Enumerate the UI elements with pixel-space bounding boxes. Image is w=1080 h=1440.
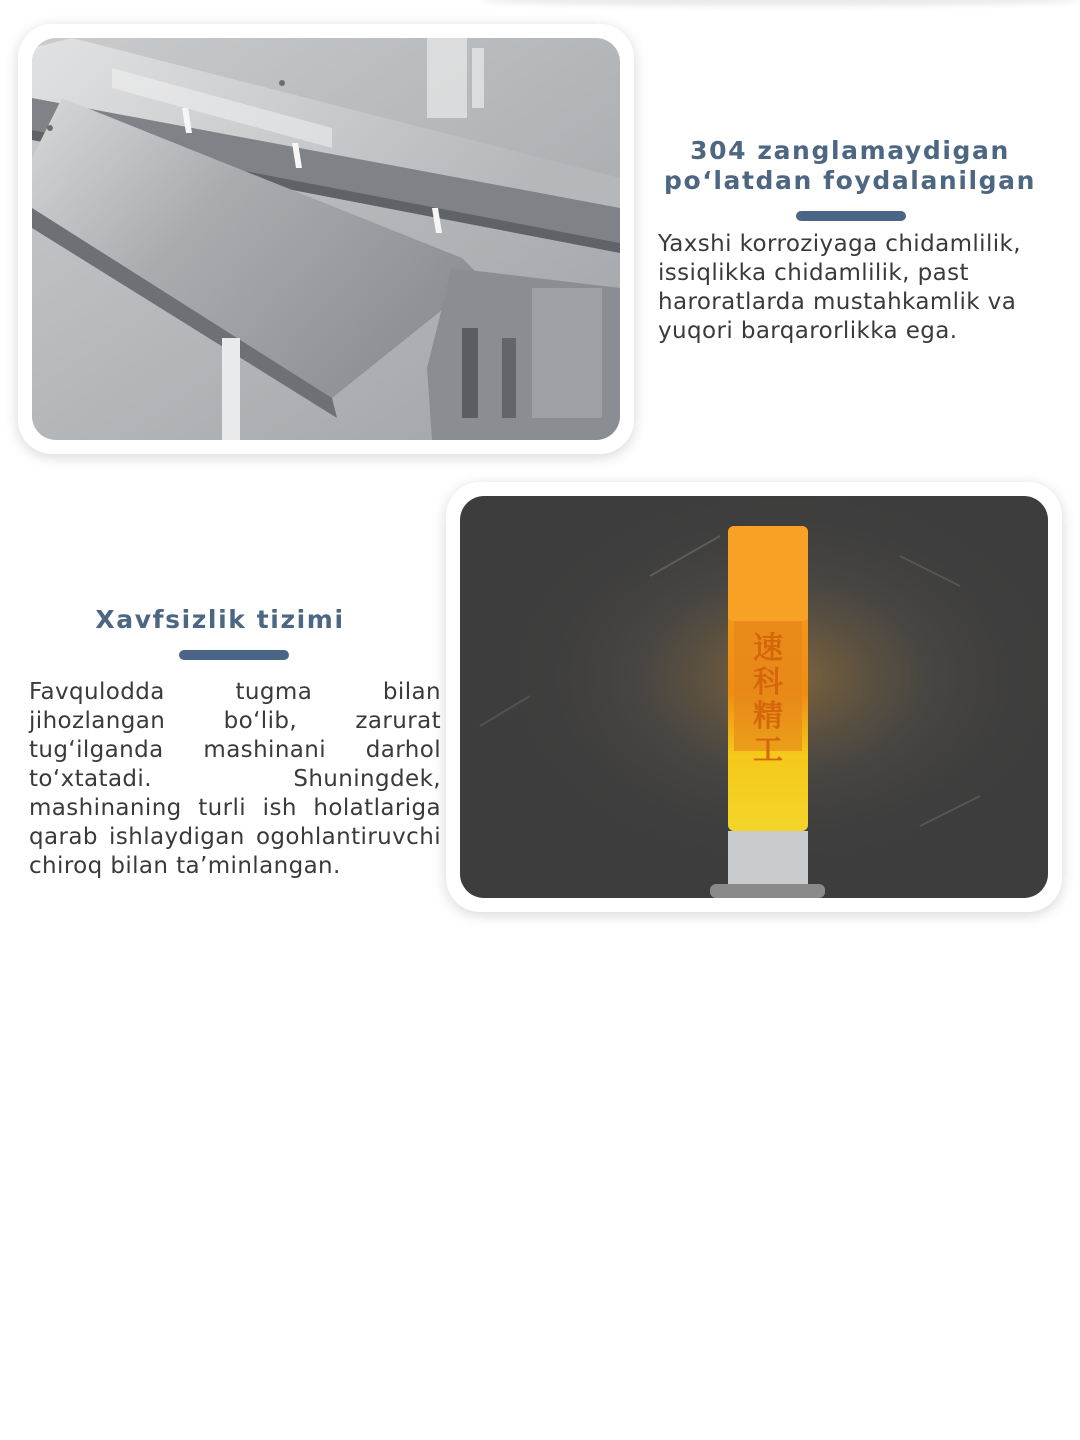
title-underline: [796, 211, 906, 221]
title-underline: [179, 650, 289, 660]
warning-light-image: [460, 496, 1048, 898]
steel-table-illustration: [32, 38, 620, 440]
light-label: 速科精工: [753, 631, 783, 768]
feature-title-safety: Xavfsizlik tizimi: [95, 605, 345, 634]
steel-photo-card: [18, 24, 634, 454]
top-divider-shadow: [480, 0, 1080, 6]
steel-table-image: [32, 38, 620, 440]
feature-description-safety: Favqulodda tugma bilan jihozlangan bo‘lib, zarurat tug‘ilganda mashinani darhol to‘xtatadi. Shuningdek, mashinaning turli ish holatlariga qarab ishlaydigan ogohlantiruvchi chiroq bilan ta’minlangan.: [29, 679, 441, 879]
feature-title-steel: 304 zanglamaydigan po‘latdan foydalanilgan: [663, 136, 1037, 195]
safety-photo-card: [446, 482, 1062, 912]
feature-description-steel: Yaxshi korroziyaga chidamlilik, issiqlikka chidamlilik, past haroratlarda mustahkamlik va yuqori barqarorlikka ega.: [658, 231, 1021, 344]
